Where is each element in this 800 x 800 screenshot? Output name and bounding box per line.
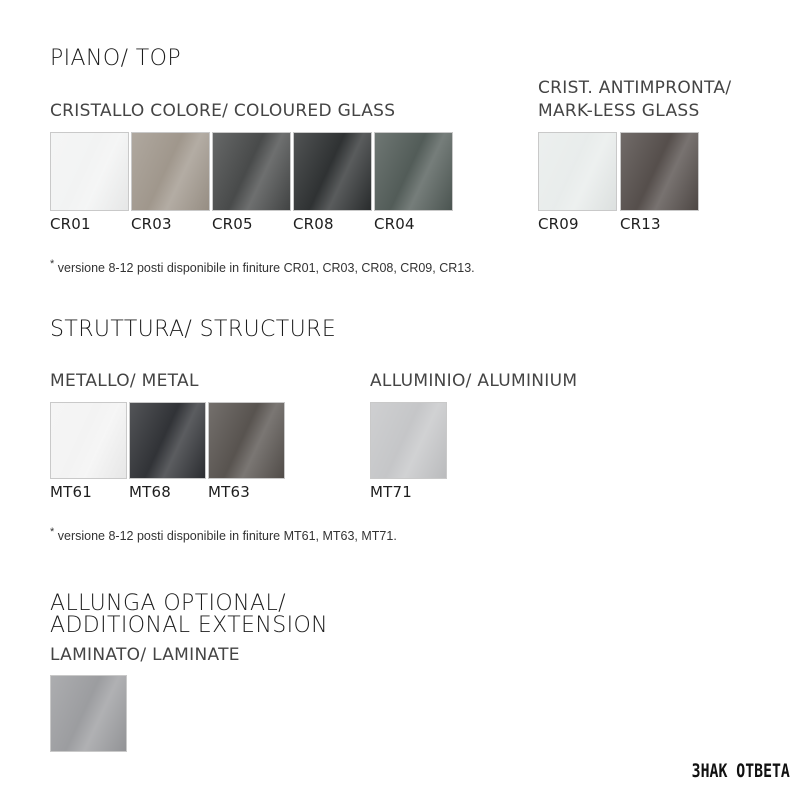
swatch-cr08: [293, 132, 372, 211]
swatch-cr04: [374, 132, 453, 211]
section-title-extension-line1: ALLUNGA OPTIONAL/: [50, 591, 286, 616]
swatch-cr03: [131, 132, 210, 211]
swatch-cr13: [620, 132, 699, 211]
swatch-mt68: [129, 402, 206, 479]
top-finish-note: [50, 258, 475, 275]
swatch-cr01: [50, 132, 129, 211]
swatch-cr05: [212, 132, 291, 211]
coloured-glass-heading: CRISTALLO COLORE/ COLOURED GLASS: [50, 101, 396, 121]
swatch-cr09: [538, 132, 617, 211]
swatch-mt63: [208, 402, 285, 479]
note-asterisk: *: [50, 526, 55, 538]
note-text: versione 8-12 posti disponibile in finiture CR01, CR03, CR08, CR09, CR13.: [54, 261, 475, 276]
swatch-code-cr05: CR05: [212, 215, 253, 233]
metal-heading: METALLO/ METAL: [50, 371, 199, 391]
swatch-code-cr08: CR08: [293, 215, 334, 233]
swatch-code-mt61: MT61: [50, 483, 92, 501]
swatch-code-cr03: CR03: [131, 215, 172, 233]
swatch-code-mt68: MT68: [129, 483, 171, 501]
swatch-code-cr04: CR04: [374, 215, 415, 233]
swatch-mt61: [50, 402, 127, 479]
swatch-laminate: [50, 675, 127, 752]
aluminium-heading: ALLUMINIO/ ALUMINIUM: [370, 371, 578, 391]
swatch-code-mt63: MT63: [208, 483, 250, 501]
note-text: versione 8-12 posti disponibile in finiture MT61, MT63, MT71.: [54, 529, 397, 544]
markless-glass-heading-line1: CRIST. ANTIMPRONTA/: [538, 78, 732, 98]
swatch-code-cr13: CR13: [620, 215, 661, 233]
swatch-code-cr09: CR09: [538, 215, 579, 233]
structure-finish-note: [50, 526, 397, 543]
section-title-top: PIANO/ TOP: [50, 46, 182, 71]
note-asterisk: *: [50, 258, 55, 270]
watermark-stamp: ЗНАК ОТВЕТА: [691, 760, 790, 782]
section-title-extension-line2: ADDITIONAL EXTENSION: [50, 613, 329, 638]
section-title-structure: STRUTTURA/ STRUCTURE: [50, 317, 337, 342]
swatch-code-cr01: CR01: [50, 215, 91, 233]
markless-glass-heading-line2: MARK-LESS GLASS: [538, 101, 700, 121]
swatch-code-mt71: MT71: [370, 483, 412, 501]
laminate-heading: LAMINATO/ LAMINATE: [50, 645, 240, 665]
swatch-mt71: [370, 402, 447, 479]
